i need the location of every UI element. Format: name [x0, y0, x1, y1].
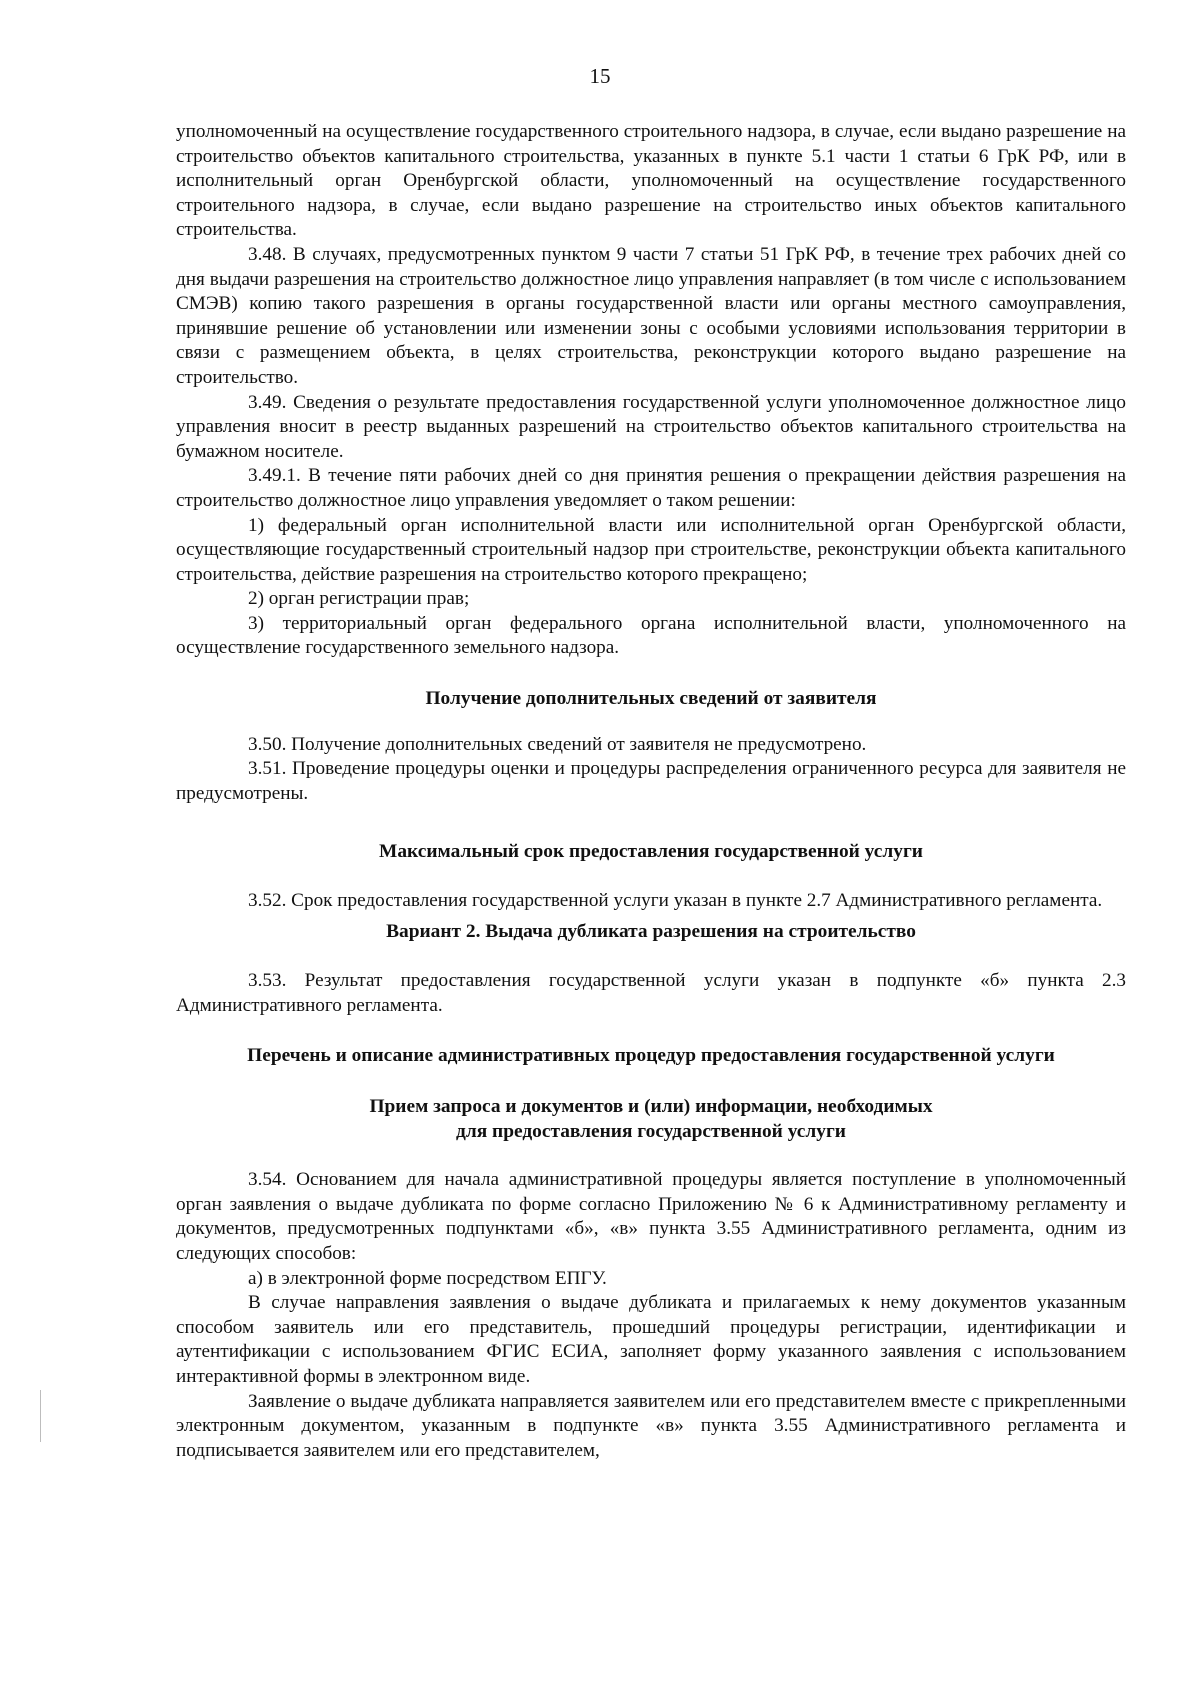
section-heading-maximum-term: Максимальный срок предоставления государственной услуги [379, 841, 923, 863]
list-item-1: 1) федеральный орган исполнительной власти или исполнительной орган Оренбургской области, осуществляющие государственный строительный надзор при строительстве, реконструкции объекта капитального строительства, действие разрешения на строительство которого прекращено; [176, 514, 1126, 585]
paragraph-3-53: 3.53. Результат предоставления государственной услуги указан в подпункте «б» пункта 2.3 Административного регламента. [176, 970, 1126, 1016]
section-heading-request-line-1: Прием запроса и документов и (или) информации, необходимых [369, 1096, 933, 1117]
paragraph-3-52: 3.52. Срок предоставления государственной услуги указан в пункте 2.7 Административного регламента. [248, 890, 1103, 912]
paragraph-3-49-1: 3.49.1. В течение пяти рабочих дней со дня принятия решения о прекращении действия разрешения на строительство должностное лицо управления уведомляет о таком решении: [176, 465, 1126, 511]
paragraph-3-50: 3.50. Получение дополнительных сведений от заявителя не предусмотрено. [248, 733, 867, 755]
list-item-epgu: а) в электронной форме посредством ЕПГУ. [248, 1267, 607, 1289]
scan-mark [40, 1390, 41, 1442]
document-body [176, 120, 1126, 1463]
section-heading-request-line-2: для предоставления государственной услуги [456, 1120, 846, 1142]
paragraph-3-51: 3.51. Проведение процедуры оценки и процедуры распределения ограниченного ресурса для заявителя не предусмотрены. [176, 758, 1126, 804]
paragraph-1: уполномоченный на осуществление государственного строительного надзора, в случае, если выдано разрешение на строительство объектов капитального строительства, указанных в пункте 5.1 части 1 статьи 6 ГрК РФ, или в исполнительный орган Оренбургской области, уполномоченный на осуществление государственного строительного надзора, в случае, если выдано разрешение на строительство иных объектов капитального строительства. [176, 121, 1126, 241]
paragraph-3-54: 3.54. Основанием для начала административной процедуры является поступление в уполномоченный орган заявления о выдаче дубликата по форме согласно Приложению № 6 к Административному регламенту и документов, предусмотренных подпунктами «б», «в» пункта 3.55 Административного регламента, одним из следующих способов: [176, 1169, 1126, 1264]
paragraph-electronic-submission: В случае направления заявления о выдаче дубликата и прилагаемых к нему документов указанным способом заявитель или его представитель, прошедший процедуры регистрации, идентификации и аутентификации с использованием ФГИС ЕСИА, заполняет форму указанного заявления с использованием интерактивной формы в электронном виде. [176, 1292, 1126, 1387]
section-heading-procedures: Перечень и описание административных процедур предоставления государственной услуги [247, 1045, 1055, 1067]
paragraph-duplicate-statement: Заявление о выдаче дубликата направляется заявителем или его представителем вместе с прикрепленными электронным документом, указанным в подпункте «в» пункта 3.55 Административного регламента и подписывается заявителем или его представителем, [176, 1390, 1126, 1461]
page-number: 15 [589, 64, 611, 88]
list-item-3: 3) территориальный орган федерального органа исполнительной власти, уполномоченного на осуществление государственного земельного надзора. [176, 612, 1126, 659]
section-heading-variant-2: Вариант 2. Выдача дубликата разрешения на строительство [386, 920, 916, 942]
section-heading-additional-info: Получение дополнительных сведений от заявителя [425, 688, 877, 710]
list-item-2: 2) орган регистрации прав; [248, 588, 470, 610]
paragraph-3-49: 3.49. Сведения о результате предоставления государственной услуги уполномоченное должностное лицо управления вносит в реестр выданных разрешений на строительство объектов капитального строительства на бумажном носителе. [176, 391, 1126, 462]
paragraph-3-48: 3.48. В случаях, предусмотренных пунктом 9 части 7 статьи 51 ГрК РФ, в течение трех рабочих дней со дня выдачи разрешения на строительство должностное лицо управления направляет (в том числе с использованием СМЭВ) копию такого разрешения в органы государственной власти или органы местного самоуправления, принявшие решение об установлении или изменении зоны с особыми условиями использования территории в связи с размещением объекта, в целях строительства, реконструкции которого выдано разрешение на строительство. [176, 243, 1126, 388]
